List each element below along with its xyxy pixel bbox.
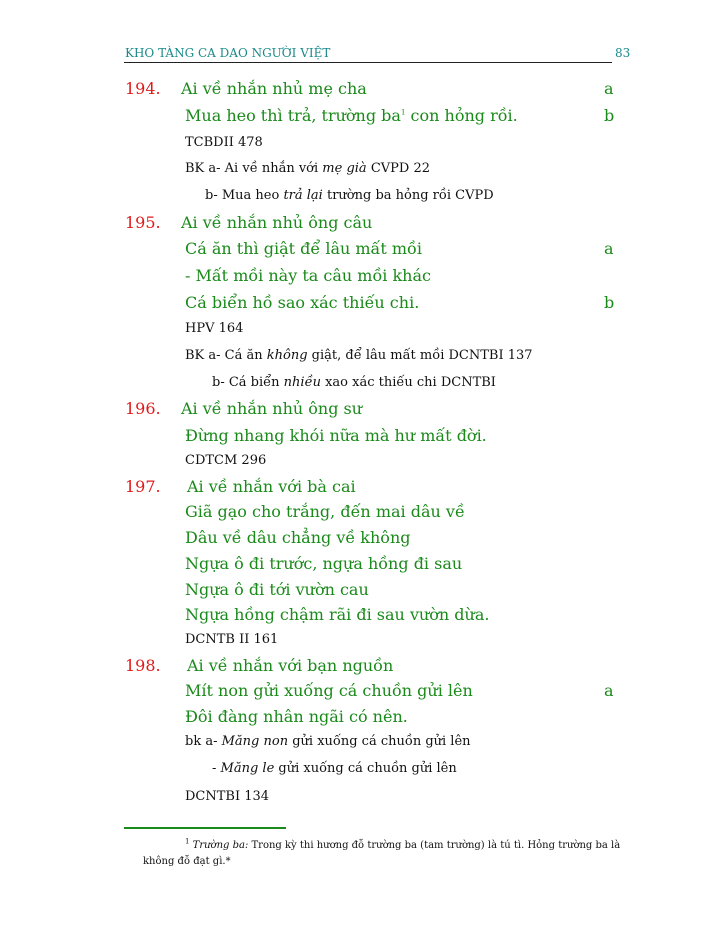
verse-line: Mít non gửi xuống cá chuồn gửi lên [185, 681, 473, 700]
verse-line: Cá biển hồ sao xác thiếu chi. [185, 293, 420, 312]
variant-line [185, 348, 533, 363]
variant-text: BK a- Cá ăn [185, 348, 267, 363]
variant-text: bk a- [185, 734, 222, 749]
variant-line [212, 761, 457, 776]
verse-line: Ai về nhắn nhủ ông câu [181, 213, 373, 232]
rhyme-mark: b [604, 293, 615, 312]
variant-emphasis: không [266, 348, 308, 363]
variant-line [185, 161, 430, 176]
variant-text: trường ba hỏng rồi CVPD [322, 188, 494, 203]
variant-text: b- Cá biển [212, 375, 284, 390]
verse-text: Mua heo thì trả, trường ba [185, 106, 401, 125]
book-title: KHO TÀNG CA DAO NGƯỜI VIỆT [125, 46, 331, 60]
page-number: 83 [615, 46, 631, 60]
verse-line: Ai về nhắn với bà cai [187, 477, 356, 496]
variant-text: giật, để lâu mất mồi DCNTBI 137 [307, 348, 533, 363]
source-ref: TCBDII 478 [185, 135, 263, 150]
verse-line: Ngựa ô đi tới vườn cau [185, 580, 369, 599]
source-ref: CDTCM 296 [185, 453, 267, 468]
footnote-divider [124, 827, 286, 829]
variant-line [212, 375, 496, 390]
variant-text: BK a- Ai về nhắn với [185, 161, 323, 176]
verse-line: Ngựa ô đi trước, ngựa hồng đi sau [185, 554, 463, 573]
variant-line [205, 188, 494, 203]
variant-text: gửi xuống cá chuồn gửi lên [288, 734, 471, 749]
variant-emphasis: Măng le [220, 761, 275, 776]
rhyme-mark: a [604, 79, 614, 98]
verse-line [185, 106, 518, 125]
verse-line: Ai về nhắn nhủ mẹ cha [181, 79, 367, 98]
verse-line: Ai về nhắn nhủ ông sư [181, 399, 363, 418]
verse-line: Giã gạo cho trắng, đến mai dâu về [185, 502, 465, 521]
variant-text: xao xác thiếu chi DCNTBI [320, 375, 496, 390]
variant-emphasis: trả lại [283, 188, 323, 203]
variant-emphasis: nhiều [283, 375, 321, 390]
variant-text: b- Mua heo [205, 188, 284, 203]
variant-emphasis: mẹ già [322, 161, 367, 176]
entry-number: 194. [125, 79, 161, 98]
verse-line: Ngựa hồng chậm rãi đi sau vườn dừa. [185, 605, 490, 624]
rhyme-mark: a [604, 239, 614, 258]
verse-line: Cá ăn thì giật để lâu mất mồi [185, 239, 422, 258]
variant-text: CVPD 22 [366, 161, 430, 176]
verse-text: con hỏng rồi. [405, 106, 518, 125]
footnote-mark: 1 [185, 837, 190, 846]
rhyme-mark: a [604, 681, 614, 700]
rhyme-mark: b [604, 106, 615, 125]
entry-number: 198. [125, 656, 161, 675]
footnote-term: Trường ba: [192, 840, 249, 851]
verse-line: Đừng nhang khói nữa mà hư mất đời. [185, 426, 487, 445]
verse-line: Dâu về dâu chẳng về không [185, 528, 411, 547]
verse-line: Ai về nhắn với bạn nguồn [187, 656, 394, 675]
header-divider [124, 62, 612, 63]
entry-number: 197. [125, 477, 161, 496]
footnote [143, 838, 633, 870]
entry-number: 196. [125, 399, 161, 418]
verse-line: - Mất mồi này ta câu mồi khác [185, 266, 431, 285]
variant-text: gửi xuống cá chuồn gửi lên [274, 761, 457, 776]
source-ref: DCNTB II 161 [185, 632, 279, 647]
source-ref: HPV 164 [185, 321, 244, 336]
variant-line [185, 734, 471, 749]
verse-line: Đôi đàng nhân ngãi có nên. [185, 707, 408, 726]
variant-emphasis: Măng non [221, 734, 289, 749]
entry-number: 195. [125, 213, 161, 232]
footnote-ref: 1 [400, 108, 406, 117]
source-ref: DCNTBI 134 [185, 789, 270, 804]
variant-text: - [212, 761, 221, 776]
footnote-text: Trong kỳ thi hương đỗ trường ba (tam trường) là tú tì. Hỏng trường ba là không đỗ đạt gì.* [143, 840, 621, 867]
